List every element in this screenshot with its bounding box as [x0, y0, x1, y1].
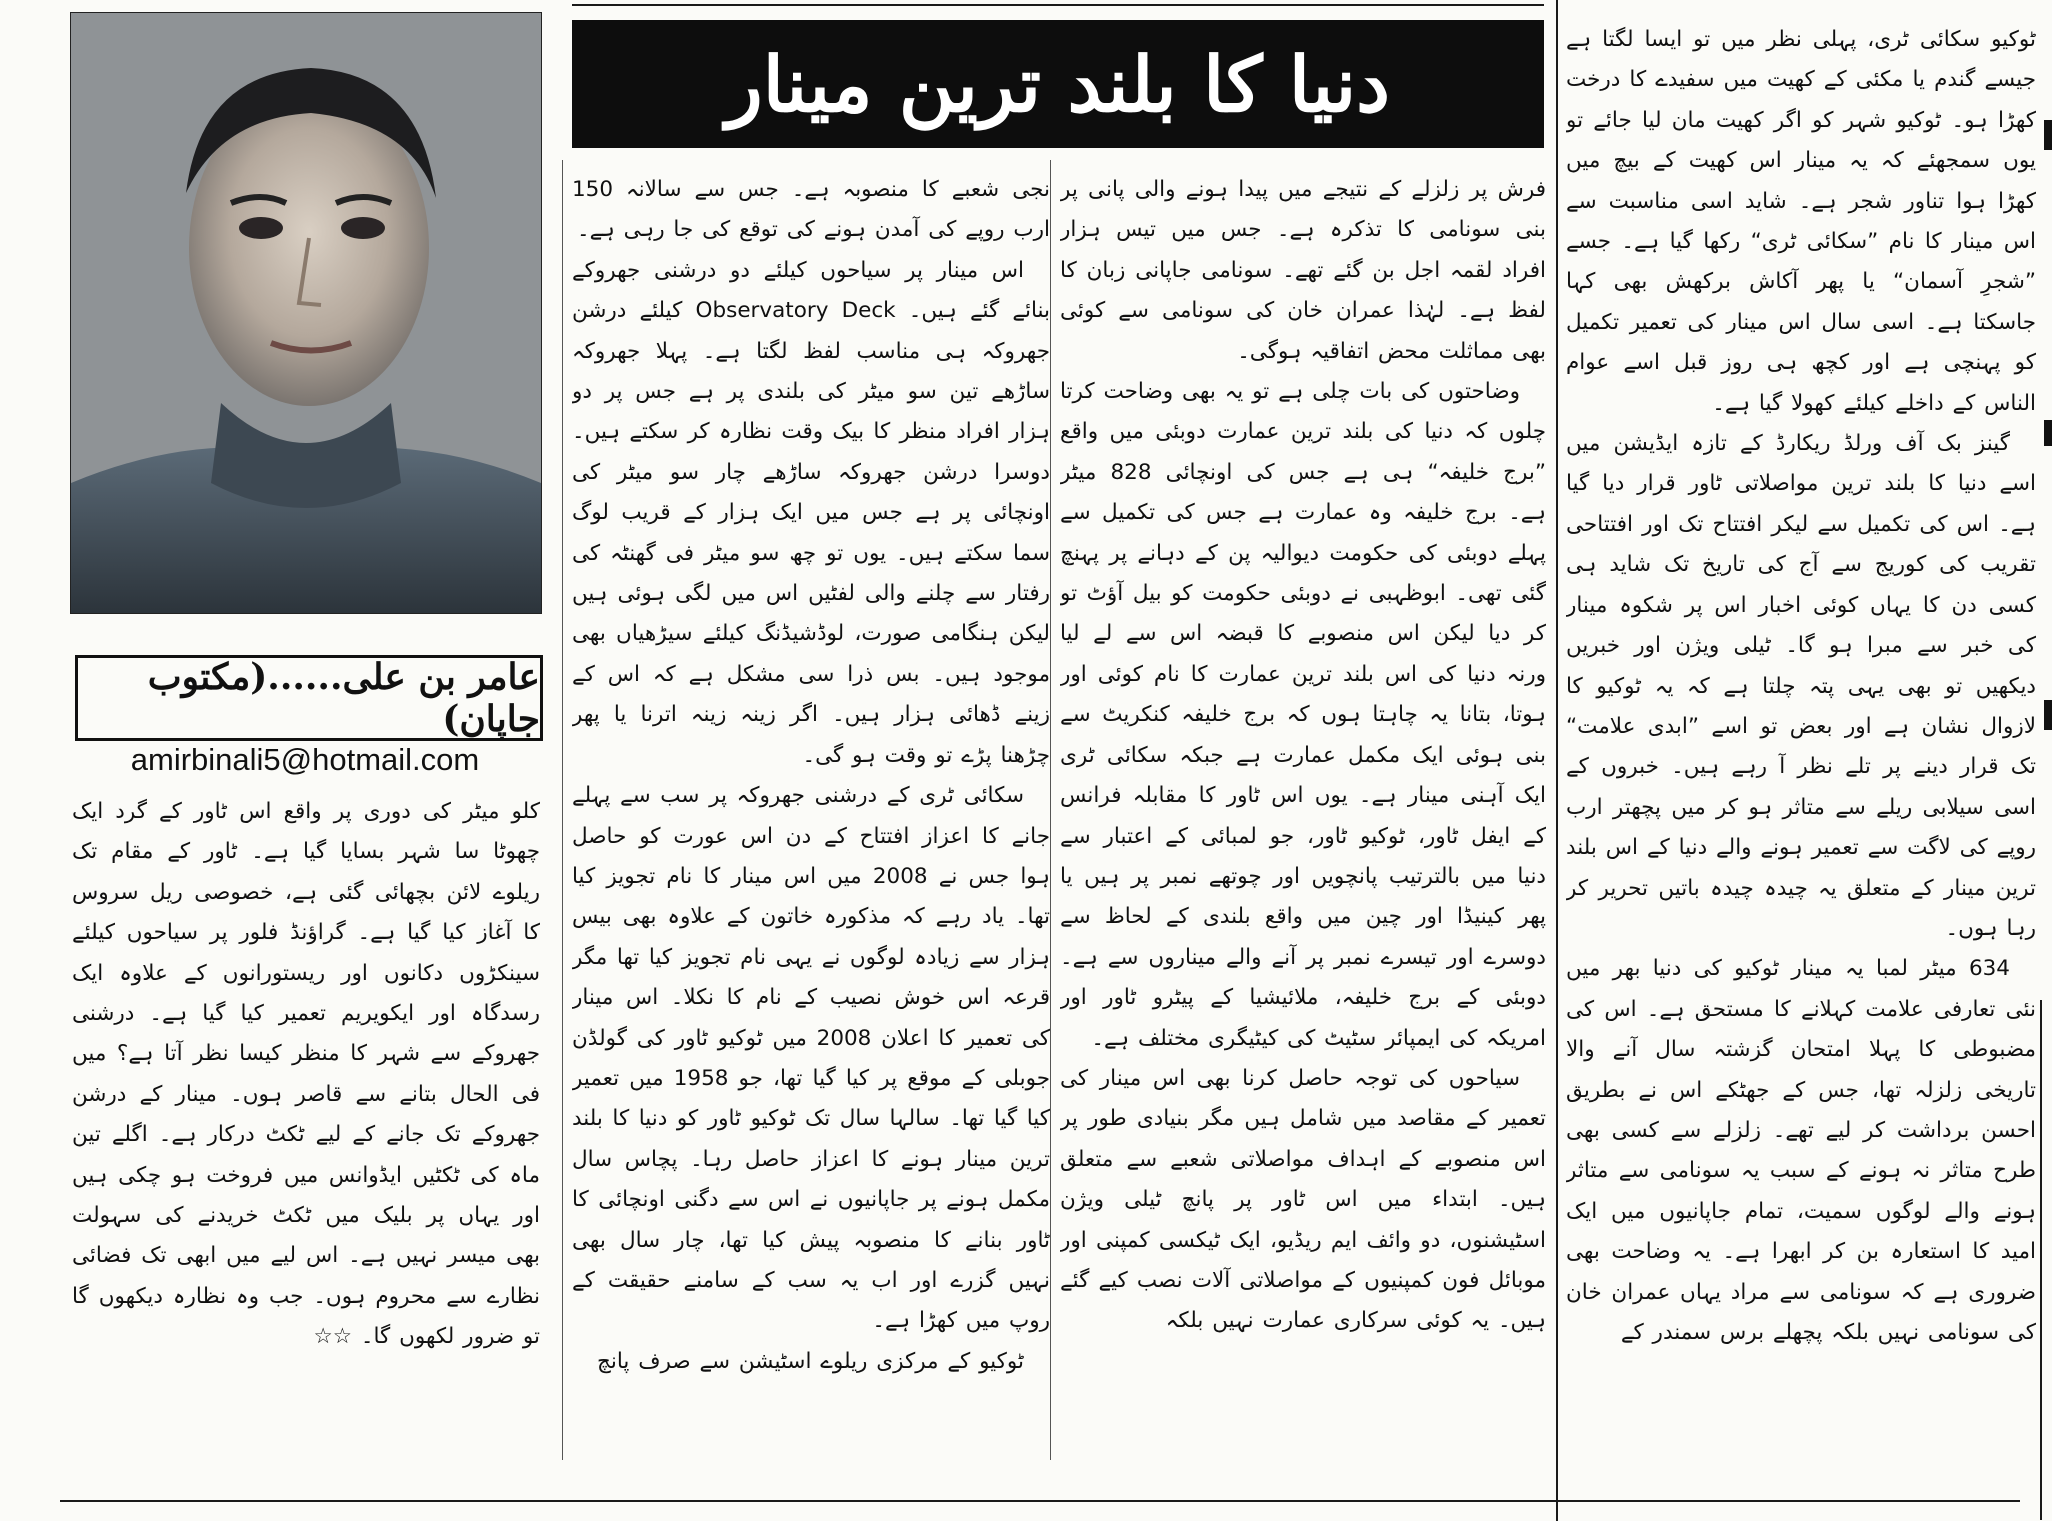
paragraph: گینز بک آف ورلڈ ریکارڈ کے تازہ ایڈیشن میں اسے دنیا کا بلند ترین مواصلاتی ٹاور قرار دیا گیا ہے۔ اس کی تکمیل سے لیکر افتتاح تک اور افتتاحی تقریب کی کوریج سے آج کی تاریخ تک شاید ہی کسی دن کا یہاں کوئی اخبار اس پر شکوہ مینار کی خبر سے مبرا ہو گا۔ ٹیلی ویژن اور خبریں دیکھیں تو بھی یہی پتہ چلتا ہے کہ یہ ٹوکیو کا لازوال نشان ہے اور بعض تو اسے ”ابدی علامت“ تک قرار دینے پر تلے نظر آ رہے ہیں۔ خبروں کے اسی سیلابی ریلے سے متاثر ہو کر میں پچھتر ارب روپے کی لاگت سے تعمیر ہونے والے دنیا کے اس بلند ترین مینار کے متعلق یہ چیدہ چیدہ باتیں تحریر کر رہا ہوں۔ [1566, 431, 2036, 941]
author-email[interactable]: amirbinali5@hotmail.com [130, 742, 480, 777]
top-border [572, 4, 1544, 6]
paragraph: کلو میٹر کی دوری پر واقع اس ٹاور کے گرد ایک چھوٹا سا شہر بسایا گیا ہے۔ ٹاور کے مقام تک ریلوے لائن بچھائی گئی ہے، خصوصی ریل سروس کا آغاز کیا گیا ہے۔ گراؤنڈ فلور پر سیاحوں کیلئے سینکڑوں دکانوں اور ریستورانوں کے علاوہ ایک رسدگاہ اور ایکویریم تعمیر کیا گیا ہے۔ درشنی جھروکے سے شہر کا منظر کیسا نظر آتا ہے؟ میں فی الحال بتانے سے قاصر ہوں۔ مینار کے درشن جھروکے تک جانے کے لیے ٹکٹ درکار ہے۔ اگلے تین ماہ کی ٹکٹیں ایڈوانس میں فروخت ہو چکی ہیں اور یہاں پر بلیک میں ٹکٹ خریدنے کی سہولت بھی میسر نہیں ہے۔ اس لیے میں ابھی تک فضائی نظارے سے محروم ہوں۔ جب وہ نظارہ دیکھوں گا تو ضرور لکھوں گا۔ ☆☆ [72, 799, 540, 1350]
article-column-1 [1566, 20, 2036, 1500]
adjacent-column-edge [2044, 420, 2052, 446]
adjacent-column-edge [2044, 700, 2052, 730]
author-byline: عامر بن علی......(مکتوب جاپان) [75, 655, 543, 741]
column-divider [1050, 160, 1051, 1460]
author-photo [70, 12, 542, 614]
paragraph: سکائی ٹری کے درشنی جھروکہ پر سب سے پہلے جانے کا اعزاز افتتاح کے دن اس عورت کو حاصل ہوا جس نے 2008 میں اس مینار کا نام تجویز کیا تھا۔ یاد رہے کہ مذکورہ خاتون کے علاوہ بھی بیس ہزار سے زیادہ لوگوں نے یہی نام تجویز کیا تھا مگر قرعہ اس خوش نصیب کے نام کا نکلا۔ اس مینار کی تعمیر کا اعلان 2008 میں ٹوکیو ٹاور کی گولڈن جوبلی کے موقع پر کیا گیا تھا، جو 1958 میں تعمیر کیا گیا تھا۔ سالہا سال تک ٹوکیو ٹاور کو دنیا کا بلند ترین مینار ہونے کا اعزاز حاصل رہا۔ پچاس سال مکمل ہونے پر جاپانیوں نے اس سے دگنی اونچائی کا ٹاور بنانے کا منصوبہ پیش کیا تھا، چار سال بھی نہیں گزرے اور اب یہ سب کے سامنے حقیقت کے روپ میں کھڑا ہے۔ [572, 783, 1050, 1334]
paragraph: ٹوکیو سکائی ٹری، پہلی نظر میں تو ایسا لگتا ہے جیسے گندم یا مکئی کے کھیت میں سفیدے کا درخت کھڑا ہو۔ ٹوکیو شہر کو اگر کھیت مان لیا جائے تو یوں سمجھئے کہ یہ مینار اس کھیت کے بیچ میں کھڑا ہوا تناور شجر ہے۔ شاید اسی مناسبت سے اس مینار کا نام ”سکائی ٹری“ رکھا گیا ہے۔ جسے ”شجرِ آسمان“ یا پھر آکاش برکھش بھی کہا جاسکتا ہے۔ اسی سال اس مینار کی تعمیر تکمیل کو پہنچی ہے اور کچھ ہی روز قبل اسے عوام الناس کے داخلے کیلئے کھولا گیا ہے۔ [1566, 27, 2036, 416]
column-divider [1556, 0, 1558, 1521]
column-divider [562, 160, 563, 1460]
headline: دنیا کا بلند ترین مینار [726, 39, 1390, 129]
paragraph: سیاحوں کی توجہ حاصل کرنا بھی اس مینار کی تعمیر کے مقاصد میں شامل ہیں مگر بنیادی طور پر اس منصوبے کے اہداف مواصلاتی شعبے سے متعلق ہیں۔ ابتداء میں اس ٹاور پر پانچ ٹیلی ویژن اسٹیشنوں، دو وائف ایم ریڈیو، ایک ٹیکسی کمپنی اور موبائل فون کمپنیوں کے مواصلاتی آلات نصب کیے گئے ہیں۔ یہ کوئی سرکاری عمارت نہیں بلکہ [1060, 1065, 1546, 1334]
paragraph: اس مینار پر سیاحوں کیلئے دو درشنی جھروکے بنائے گئے ہیں۔ Observatory Deck کیلئے درشن جھروکہ ہی مناسب لفظ لگتا ہے۔ پہلا جھروکہ ساڑھے تین سو میٹر کی بلندی پر ہے جس پر دو ہزار افراد منظر کا بیک وقت نظارہ کر سکتے ہیں۔ دوسرا درشن جھروکہ ساڑھے چار سو میٹر کی اونچائی پر ہے جس میں ایک ہزار کے قریب لوگ سما سکتے ہیں۔ یوں تو چھ سو میٹر فی گھنٹہ کی رفتار سے چلنے والی لفٹیں اس میں لگی ہوئی ہیں لیکن ہنگامی صورت، لوڈشیڈنگ کیلئے سیڑھیاں بھی موجود ہیں۔ بس ذرا سی مشکل ہے کہ اس کے زینے ڈھائی ہزار ہیں۔ اگر زینہ زینہ اترنا یا پھر چڑھنا پڑے تو وقت ہو گی۔ [572, 257, 1050, 768]
paragraph: ٹوکیو کے مرکزی ریلوے اسٹیشن سے صرف پانچ [596, 1348, 1024, 1374]
paragraph: وضاحتوں کی بات چلی ہے تو یہ بھی وضاحت کرتا چلوں کہ دنیا کی بلند ترین عمارت دوبئی میں واقع ”برج خلیفہ“ ہی ہے جس کی اونچائی 828 میٹر ہے۔ برج خلیفہ وہ عمارت ہے جس کی تکمیل سے پہلے دوبئی کی حکومت دیوالیہ پن کے دہانے پر پہنچ گئی تھی۔ ابوظہبی نے دوبئی حکومت کو بیل آؤٹ تو کر دیا لیکن اس منصوبے کا قبضہ اس سے لے لیا ورنہ دنیا کی اس بلند ترین عمارت کا نام کوئی اور ہوتا، بتانا یہ چاہتا ہوں کہ برج خلیفہ کنکریٹ سے بنی ہوئی ایک مکمل عمارت ہے جبکہ سکائی ٹری ایک آہنی مینار ہے۔ یوں اس ٹاور کا مقابلہ فرانس کے ایفل ٹاور، ٹوکیو ٹاور، جو لمبائی کے اعتبار سے دنیا میں بالترتیب پانچویں اور چوتھے نمبر پر ہیں یا پھر کینیڈا اور چین میں واقع بلندی کے لحاظ سے دوسرے اور تیسرے نمبر پر آنے والے میناروں سے ہے۔ دوبئی کے برج خلیفہ، ملائیشیا کے پیٹرو ٹاور اور امریکہ کی ایمپائر سٹیٹ کی کیٹیگری مختلف ہے۔ [1060, 379, 1546, 1051]
adjacent-column-edge [2044, 120, 2052, 150]
adjacent-column-divider [2040, 1000, 2042, 1520]
paragraph: 634 میٹر لمبا یہ مینار ٹوکیو کی دنیا بھر میں نئی تعارفی علامت کہلانے کا مستحق ہے۔ اس کی مضبوطی کا پہلا امتحان گزشتہ سال آنے والا تاریخی زلزلہ تھا، جس کے جھٹکے اس نے بطریق احسن برداشت کر لیے تھے۔ زلزلے سے کسی بھی طرح متاثر نہ ہونے کے سبب یہ سونامی سے متاثر ہونے والے لوگوں سمیت، تمام جاپانیوں میں ایک امید کا استعارہ بن کر ابھرا ہے۔ یہ وضاحت بھی ضروری ہے کہ سونامی سے مراد یہاں عمران خان کی سونامی نہیں بلکہ پچھلے برس سمندر کے [1566, 956, 2036, 1345]
headline-banner [572, 20, 1544, 148]
article-column-4 [72, 792, 540, 1502]
portrait-image [71, 13, 541, 613]
article-column-3 [572, 170, 1050, 1500]
paragraph: نجی شعبے کا منصوبہ ہے۔ جس سے سالانہ 150 ارب روپے کی آمدن ہونے کی توقع کی جا رہی ہے۔ [572, 177, 1050, 243]
paragraph: فرش پر زلزلے کے نتیجے میں پیدا ہونے والی پانی پر بنی سونامی کا تذکرہ ہے۔ جس میں تیس ہزار افراد لقمہ اجل بن گئے تھے۔ سونامی جاپانی زبان کا لفظ ہے۔ لہٰذا عمران خان کی سونامی سے کوئی بھی مماثلت محض اتفاقیہ ہوگی۔ [1060, 177, 1546, 364]
article-column-2 [1060, 170, 1546, 1500]
